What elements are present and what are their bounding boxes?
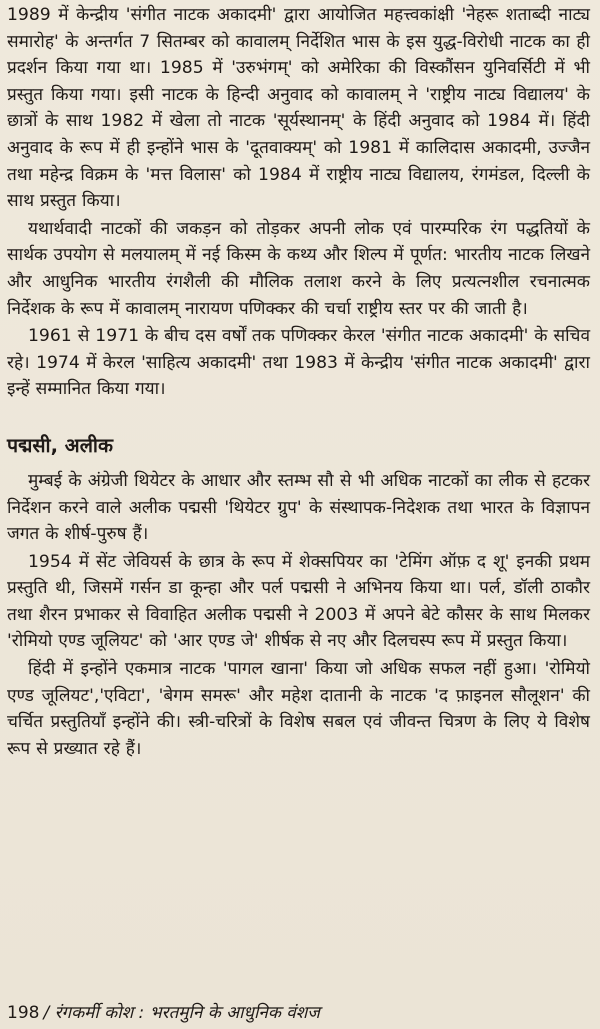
running-head: / रंगकर्मी कोश : भरतमुनि के आधुनिक वंशज [43, 1003, 320, 1023]
entry-heading: पद्मसी, अलीक [7, 433, 113, 457]
paragraph-padamsee-career: 1954 में सेंट जेवियर्स के छात्र के रूप में शेक्सपियर का 'टेमिंग ऑफ़ द शू' इनकी प्रथम प्रस्तुति थी, जिसमें गर्सन डा कून्हा और पर्ल पद्मसी ने अभिनय किया था। पर्ल, डॉली ठाकौर तथा शैरन प्रभाकर से विवाहित अलीक पद्मसी ने 2003 में अपने बेटे कौसर के साथ मिलकर 'रोमियो एण्ड जूलियट' को 'आर एण्ड जे' शीर्षक से नए और दिलचस्प रूप में प्रस्तुत किया। [7, 551, 590, 652]
paragraph-padamsee-intro: मुम्बई के अंग्रेजी थियेटर के आधार और स्तम्भ सौ से भी अधिक नाटकों का लीक से हटकर निर्देशन करने वाले अलीक पद्मसी 'थियेटर ग्रुप' के संस्थापक-निदेशक तथा भारत के विज्ञापन जगत के शीर्ष-पुरुष हैं। [7, 470, 590, 545]
paragraph-panikkar-honours: 1961 से 1971 के बीच दस वर्षों तक पणिक्कर केरल 'संगीत नाटक अकादमी' के सचिव रहे। 1974 में केरल 'साहित्य अकादमी' तथा 1983 में केन्द्रीय 'संगीत नाटक अकादमी' द्वारा इन्हें सम्मानित किया गया। [7, 326, 591, 400]
paragraph-padamsee-hindi: हिंदी में इन्होंने एकमात्र नाटक 'पागल खाना' किया जो अधिक सफल नहीं हुआ। 'रोमियो एण्ड जूलियट','एविटा', 'बेगम समरू' और महेश दातानी के नाटक 'द फ़ाइनल सौलूशन' की चर्चित प्रस्तुतियाँ इन्होंने की। स्त्री-चरित्रों के विशेष सबल एवं जीवन्त चित्रण के लिए ये विशेष रूप से प्रख्यात रहे हैं। [7, 659, 590, 759]
paragraph-continuation: 1989 में केन्द्रीय 'संगीत नाटक अकादमी' द्वारा आयोजित महत्त्वकांक्षी 'नेहरू शताब्दी नाट्य समारोह' के अन्तर्गत 7 सितम्बर को कावालम् निर्देशित भास के इस युद्ध-विरोधी नाटक का ही प्रदर्शन किया गया था। 1985 में 'उरुभंगम्' को अमेरिका की विस्कौंसन युनिवर्सिटी में भी प्रस्तुत किया गया। इसी नाटक के हिन्दी अनुवाद को कावालम् ने 'राष्ट्रीय नाट्य विद्यालय' के छात्रों के साथ 1982 में खेला तो नाटक 'सूर्यस्थानम्' के हिंदी अनुवाद को 1984 में। हिंदी अनुवाद के रूप में ही इन्होंने भास के 'दूतवाक्यम्' को 1981 में कालिदास अकादमी, उज्जैन तथा महेन्द्र विक्रम के 'मत्त विलास' को 1984 में राष्ट्रीय नाट्य विद्यालय, रंगमंडल, दिल्ली के साथ प्रस्तुत किया। [7, 5, 590, 212]
paragraph-panikkar-style: यथार्थवादी नाटकों की जकड़न को तोड़कर अपनी लोक एवं पारम्परिक रंग पद्धतियों के सार्थक उपयोग से मलयालम् में नई किस्म के कथ्य और शिल्प में पूर्णत: भारतीय नाटक लिखने और आधुनिक भारतीय रंगशैली की मौलिक तलाश करने के लिए प्रत्यत्नशील रचनात्मक निर्देशक के रूप में कावालम् नारायण पणिक्कर की चर्चा राष्ट्रीय स्तर पर की जाती है। [7, 218, 590, 319]
page-number: 198 [7, 1003, 40, 1023]
page-footer [7, 1000, 320, 1026]
